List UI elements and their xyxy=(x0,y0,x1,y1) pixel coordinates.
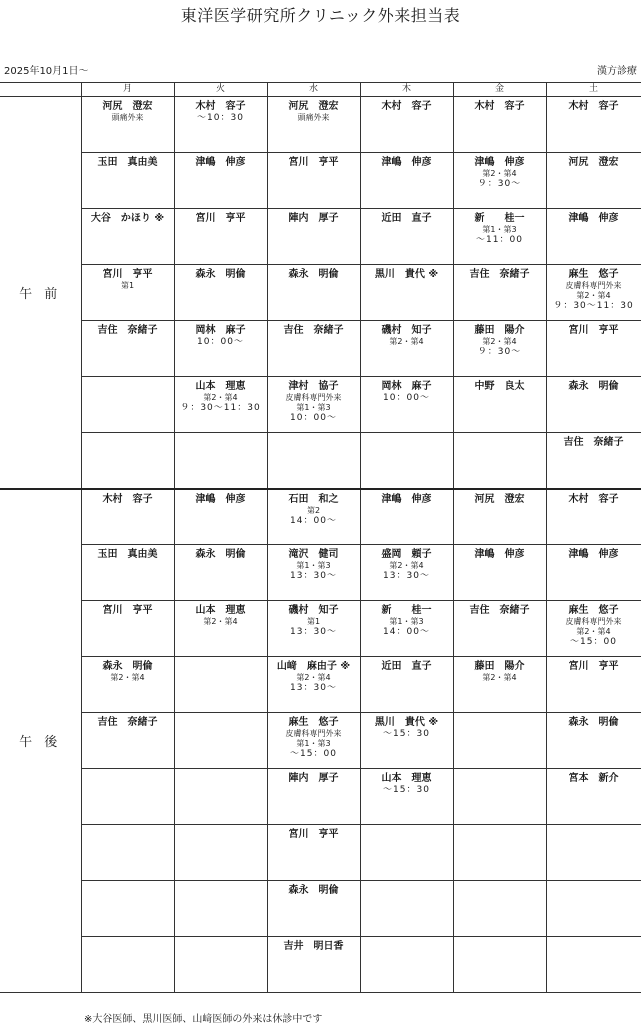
doctor-name: 宮川 亨平 xyxy=(195,213,246,224)
morning-cell-fri xyxy=(453,265,546,321)
day-header-wed: 水 xyxy=(267,83,360,97)
schedule-note: 第2・第4 xyxy=(482,673,517,682)
time-note: ９：30～ xyxy=(477,179,522,189)
schedule-note: 第2・第4 xyxy=(203,393,238,402)
morning-cell-fri xyxy=(453,433,546,489)
schedule-table xyxy=(0,82,641,993)
doctor-name: 藤田 陽介 xyxy=(474,661,525,672)
effective-date: 2025年10月1日～ xyxy=(4,66,89,77)
doctor-name: 新 桂一 xyxy=(381,605,432,616)
afternoon-cell-tue xyxy=(174,489,267,545)
afternoon-row xyxy=(0,825,641,881)
doctor-name: 吉住 奈緒子 xyxy=(469,605,530,616)
morning-cell-sat xyxy=(546,321,641,377)
doctor-name: 木村 容子 xyxy=(474,101,525,112)
afternoon-row xyxy=(0,657,641,713)
doctor-name: 宮川 亨平 xyxy=(102,269,153,280)
schedule-note: 皮膚科専門外来 xyxy=(285,393,342,402)
afternoon-cell-mon xyxy=(81,489,174,545)
schedule-note: 第1・第3 xyxy=(296,739,331,748)
afternoon-cell-thu xyxy=(360,881,453,937)
doctor-name: 津村 協子 xyxy=(288,381,339,392)
department-label: 漢方診療 xyxy=(597,66,637,77)
doctor-name: 森永 明倫 xyxy=(288,885,339,896)
afternoon-cell-sat xyxy=(546,881,641,937)
doctor-name: 河尻 澄宏 xyxy=(568,157,619,168)
time-note: ～15：00 xyxy=(570,637,617,647)
doctor-name: 滝沢 健司 xyxy=(288,549,339,560)
page-title: 東洋医学研究所クリニック外来担当表 xyxy=(180,6,461,25)
doctor-name: 木村 容子 xyxy=(568,493,619,505)
afternoon-cell-wed xyxy=(267,825,360,881)
morning-cell-wed xyxy=(267,321,360,377)
morning-cell-thu xyxy=(360,209,453,265)
afternoon-cell-sat xyxy=(546,601,641,657)
morning-cell-fri xyxy=(453,209,546,265)
morning-cell-thu xyxy=(360,153,453,209)
schedule-note: 第2・第4 xyxy=(482,169,517,178)
afternoon-cell-fri xyxy=(453,657,546,713)
afternoon-cell-thu xyxy=(360,937,453,993)
schedule-note: 第1・第3 xyxy=(389,617,424,626)
afternoon-row xyxy=(0,601,641,657)
doctor-name: 津嶋 伸彦 xyxy=(474,157,525,168)
doctor-name: 磯村 知子 xyxy=(381,325,432,336)
afternoon-cell-sat xyxy=(546,937,641,993)
afternoon-row xyxy=(0,545,641,601)
doctor-name: 木村 容子 xyxy=(381,101,432,112)
afternoon-cell-wed xyxy=(267,713,360,769)
afternoon-cell-sat xyxy=(546,489,641,545)
afternoon-cell-thu xyxy=(360,601,453,657)
doctor-name: 近田 直子 xyxy=(381,661,432,672)
day-header-mon: 月 xyxy=(81,83,174,97)
schedule-note: 第2・第4 xyxy=(576,291,611,300)
morning-cell-wed xyxy=(267,209,360,265)
doctor-name: 津嶋 伸彦 xyxy=(381,493,432,505)
doctor-name: 陣内 厚子 xyxy=(288,773,339,784)
doctor-name: 山本 理恵 xyxy=(195,605,246,616)
schedule-note: 皮膚科専門外来 xyxy=(565,617,622,626)
time-note: 10：00～ xyxy=(383,393,430,403)
afternoon-cell-sat xyxy=(546,657,641,713)
morning-cell-tue xyxy=(174,265,267,321)
doctor-name: 山本 理恵 xyxy=(381,773,432,784)
afternoon-row xyxy=(0,937,641,993)
afternoon-cell-wed xyxy=(267,769,360,825)
doctor-name: 津嶋 伸彦 xyxy=(381,157,432,168)
doctor-name: 麻生 悠子 xyxy=(568,605,619,616)
morning-cell-fri xyxy=(453,153,546,209)
doctor-name: 盛岡 頼子 xyxy=(381,549,432,560)
time-note: 10：00～ xyxy=(290,413,337,423)
afternoon-cell-tue xyxy=(174,825,267,881)
morning-cell-mon xyxy=(81,97,174,153)
afternoon-cell-mon xyxy=(81,769,174,825)
morning-cell-mon xyxy=(81,265,174,321)
time-note: 13：30～ xyxy=(290,627,337,637)
doctor-name: 木村 容子 xyxy=(195,101,246,112)
footnote: ※大谷医師、黒川医師、山﨑医師の外来は休診中です xyxy=(84,1014,323,1024)
afternoon-cell-fri xyxy=(453,769,546,825)
schedule-note: 第2・第4 xyxy=(576,627,611,636)
doctor-name: 新 桂一 xyxy=(474,213,525,224)
afternoon-cell-fri xyxy=(453,825,546,881)
doctor-name: 森永 明倫 xyxy=(195,549,246,560)
time-note: ９：30～ xyxy=(477,347,522,357)
afternoon-row xyxy=(0,769,641,825)
morning-cell-wed xyxy=(267,377,360,433)
afternoon-cell-wed xyxy=(267,601,360,657)
morning-cell-mon xyxy=(81,209,174,265)
schedule-note: 第2・第4 xyxy=(203,617,238,626)
doctor-name: 河尻 澄宏 xyxy=(474,493,525,505)
doctor-name: 宮本 新介 xyxy=(568,773,619,784)
afternoon-cell-tue xyxy=(174,769,267,825)
doctor-name: 玉田 真由美 xyxy=(97,549,158,560)
morning-cell-sat xyxy=(546,209,641,265)
time-note: 10：00～ xyxy=(197,337,244,347)
afternoon-row xyxy=(0,713,641,769)
time-note: 13：30～ xyxy=(383,571,430,581)
schedule-note: 第1 xyxy=(120,281,135,290)
afternoon-cell-tue xyxy=(174,657,267,713)
time-note: ～10：30 xyxy=(197,113,244,123)
doctor-name: 磯村 知子 xyxy=(288,605,339,616)
morning-label: 午 前 xyxy=(0,97,81,489)
morning-cell-tue xyxy=(174,377,267,433)
morning-cell-thu xyxy=(360,97,453,153)
doctor-name: 森永 明倫 xyxy=(195,269,246,280)
morning-row xyxy=(0,265,641,321)
afternoon-row xyxy=(0,489,641,545)
day-header-row xyxy=(0,83,641,97)
afternoon-cell-wed xyxy=(267,545,360,601)
morning-cell-sat xyxy=(546,433,641,489)
afternoon-cell-sat xyxy=(546,769,641,825)
doctor-name: 大谷 かほり ※ xyxy=(90,213,165,224)
afternoon-cell-tue xyxy=(174,713,267,769)
morning-cell-sat xyxy=(546,265,641,321)
schedule-note: 第2・第4 xyxy=(296,673,331,682)
afternoon-cell-wed xyxy=(267,881,360,937)
afternoon-cell-thu xyxy=(360,489,453,545)
morning-cell-mon xyxy=(81,153,174,209)
schedule-note: 第2 xyxy=(306,505,321,515)
schedule-note: 第1・第3 xyxy=(482,225,517,234)
doctor-name: 吉住 奈緒子 xyxy=(563,437,624,448)
doctor-name: 吉住 奈緒子 xyxy=(283,325,344,336)
afternoon-cell-thu xyxy=(360,713,453,769)
doctor-name: 麻生 悠子 xyxy=(288,717,339,728)
doctor-name: 河尻 澄宏 xyxy=(102,101,153,112)
doctor-name: 津嶋 伸彦 xyxy=(195,157,246,168)
morning-cell-sat xyxy=(546,153,641,209)
schedule-note: 第2・第4 xyxy=(389,561,424,570)
day-header-fri: 金 xyxy=(453,83,546,97)
schedule-note: 第1 xyxy=(306,617,321,626)
doctor-name: 津嶋 伸彦 xyxy=(568,549,619,560)
afternoon-row xyxy=(0,881,641,937)
morning-cell-tue xyxy=(174,321,267,377)
morning-cell-fri xyxy=(453,377,546,433)
doctor-name: 津嶋 伸彦 xyxy=(195,493,246,505)
afternoon-cell-mon xyxy=(81,937,174,993)
doctor-name: 津嶋 伸彦 xyxy=(474,549,525,560)
doctor-name: 津嶋 伸彦 xyxy=(568,213,619,224)
time-note: 13：30～ xyxy=(290,683,337,693)
time-note: 14：00～ xyxy=(383,627,430,637)
doctor-name: 吉住 奈緒子 xyxy=(97,717,158,728)
doctor-name: 森永 明倫 xyxy=(288,269,339,280)
time-note: 14：00～ xyxy=(290,515,337,526)
day-header-tue: 火 xyxy=(174,83,267,97)
afternoon-cell-wed xyxy=(267,657,360,713)
afternoon-cell-thu xyxy=(360,545,453,601)
doctor-name: 藤田 陽介 xyxy=(474,325,525,336)
morning-cell-thu xyxy=(360,433,453,489)
doctor-name: 木村 容子 xyxy=(568,101,619,112)
time-note: ９：30～11：30 xyxy=(180,403,261,413)
doctor-name: 宮川 亨平 xyxy=(568,661,619,672)
afternoon-cell-fri xyxy=(453,881,546,937)
morning-row xyxy=(0,153,641,209)
morning-cell-mon xyxy=(81,433,174,489)
doctor-name: 宮川 亨平 xyxy=(102,605,153,616)
time-note: ～11：00 xyxy=(476,235,523,245)
afternoon-cell-fri xyxy=(453,545,546,601)
day-header-thu: 木 xyxy=(360,83,453,97)
afternoon-cell-fri xyxy=(453,937,546,993)
afternoon-cell-tue xyxy=(174,601,267,657)
doctor-name: 木村 容子 xyxy=(102,493,153,505)
schedule-note: 第2・第4 xyxy=(389,337,424,346)
doctor-name: 宮川 亨平 xyxy=(288,157,339,168)
afternoon-cell-fri xyxy=(453,601,546,657)
morning-cell-wed xyxy=(267,97,360,153)
afternoon-label: 午 後 xyxy=(0,489,81,993)
afternoon-cell-tue xyxy=(174,881,267,937)
afternoon-cell-thu xyxy=(360,657,453,713)
morning-cell-thu xyxy=(360,321,453,377)
morning-row xyxy=(0,321,641,377)
morning-row xyxy=(0,433,641,489)
afternoon-cell-mon xyxy=(81,881,174,937)
morning-cell-fri xyxy=(453,321,546,377)
afternoon-cell-sat xyxy=(546,545,641,601)
doctor-name: 吉住 奈緒子 xyxy=(469,269,530,280)
schedule-note: 第1・第3 xyxy=(296,561,331,570)
morning-cell-wed xyxy=(267,153,360,209)
doctor-name: 宮川 亨平 xyxy=(568,325,619,336)
morning-cell-mon xyxy=(81,377,174,433)
doctor-name: 吉住 奈緒子 xyxy=(97,325,158,336)
doctor-name: 麻生 悠子 xyxy=(568,269,619,280)
morning-cell-sat xyxy=(546,377,641,433)
doctor-name: 山﨑 麻由子 ※ xyxy=(276,661,351,672)
doctor-name: 森永 明倫 xyxy=(102,661,153,672)
doctor-name: 森永 明倫 xyxy=(568,381,619,392)
morning-cell-wed xyxy=(267,433,360,489)
doctor-name: 森永 明倫 xyxy=(568,717,619,728)
time-note: ～15：00 xyxy=(290,749,337,759)
afternoon-cell-tue xyxy=(174,937,267,993)
doctor-name: 石田 和之 xyxy=(288,493,339,505)
afternoon-cell-thu xyxy=(360,769,453,825)
afternoon-cell-thu xyxy=(360,825,453,881)
time-note: 13：30～ xyxy=(290,571,337,581)
afternoon-cell-sat xyxy=(546,713,641,769)
doctor-name: 中野 良太 xyxy=(474,381,525,392)
afternoon-cell-mon xyxy=(81,825,174,881)
time-note: ～15：30 xyxy=(383,785,430,795)
afternoon-cell-wed xyxy=(267,489,360,545)
schedule-note: 皮膚科専門外来 xyxy=(565,281,622,290)
doctor-name: 河尻 澄宏 xyxy=(288,101,339,112)
morning-row xyxy=(0,97,641,153)
doctor-name: 岡林 麻子 xyxy=(381,381,432,392)
schedule-body xyxy=(0,97,641,993)
doctor-name: 近田 直子 xyxy=(381,213,432,224)
afternoon-cell-fri xyxy=(453,713,546,769)
afternoon-cell-mon xyxy=(81,601,174,657)
morning-cell-thu xyxy=(360,377,453,433)
header-corner xyxy=(0,83,81,97)
morning-cell-thu xyxy=(360,265,453,321)
afternoon-cell-wed xyxy=(267,937,360,993)
doctor-name: 宮川 亨平 xyxy=(288,829,339,840)
doctor-name: 岡林 麻子 xyxy=(195,325,246,336)
morning-cell-tue xyxy=(174,433,267,489)
time-note: ９：30～11：30 xyxy=(553,301,634,311)
morning-row xyxy=(0,377,641,433)
schedule-note: 頭痛外来 xyxy=(297,113,330,122)
doctor-name: 黒川 貴代 ※ xyxy=(374,269,439,280)
day-header-sat: 土 xyxy=(546,83,641,97)
time-note: ～15：30 xyxy=(383,729,430,739)
morning-cell-fri xyxy=(453,97,546,153)
morning-cell-mon xyxy=(81,321,174,377)
afternoon-cell-fri xyxy=(453,489,546,545)
morning-row xyxy=(0,209,641,265)
morning-cell-tue xyxy=(174,209,267,265)
afternoon-cell-tue xyxy=(174,545,267,601)
doctor-name: 吉井 明日香 xyxy=(283,941,344,952)
morning-cell-sat xyxy=(546,97,641,153)
schedule-note: 皮膚科専門外来 xyxy=(285,729,342,738)
doctor-name: 黒川 貴代 ※ xyxy=(374,717,439,728)
doctor-name: 玉田 真由美 xyxy=(97,157,158,168)
afternoon-cell-mon xyxy=(81,713,174,769)
morning-cell-tue xyxy=(174,153,267,209)
schedule-note: 頭痛外来 xyxy=(111,113,144,122)
afternoon-cell-mon xyxy=(81,545,174,601)
afternoon-cell-sat xyxy=(546,825,641,881)
morning-cell-tue xyxy=(174,97,267,153)
schedule-note: 第2・第4 xyxy=(110,673,145,682)
doctor-name: 陣内 厚子 xyxy=(288,213,339,224)
afternoon-cell-mon xyxy=(81,657,174,713)
schedule-note: 第1・第3 xyxy=(296,403,331,412)
schedule-note: 第2・第4 xyxy=(482,337,517,346)
doctor-name: 山本 理恵 xyxy=(195,381,246,392)
morning-cell-wed xyxy=(267,265,360,321)
